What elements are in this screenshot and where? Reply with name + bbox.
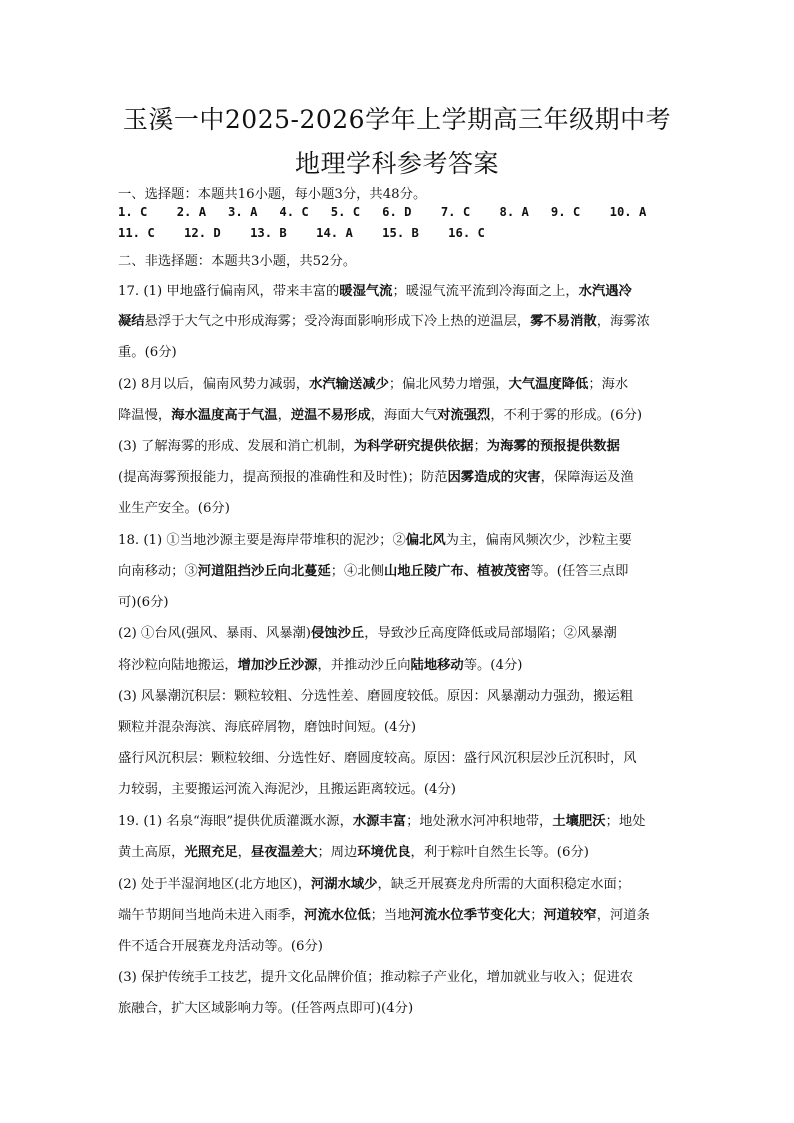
q19-line-6: (3) 保护传统手工技艺，提升文化品牌价值；推动粽子产业化，增加就业与收入；促进农 (118, 970, 634, 985)
q17-line-5: 降温慢，海水温度高于气温，逆温不易形成，海面大气对流强烈，不利于雾的形成。(6分) (118, 408, 643, 423)
q18-line-1: 18. (1) ①当地沙源主要是海岸带堆积的泥沙；②偏北风为主，偏南风频次少，沙粒主要 (118, 533, 632, 548)
mc-answers-row-1: 1. C 2. A 3. A 4. C 5. C 6. D 7. C 8. A 9. C 10. A (118, 205, 647, 219)
page-subtitle: 地理学科参考答案 (294, 149, 499, 178)
q18-line-4: (2) ①台风(强风、暴雨、风暴潮)侵蚀沙丘，导致沙丘高度降低或局部塌陷；②风暴潮 (118, 626, 617, 641)
q17-line-7: (提高海雾预报能力，提高预报的准确性和及时性)；防范因雾造成的灾害，保障海运及渔 (118, 470, 634, 485)
q17-line-3: 重。(6分) (118, 345, 177, 360)
q18-line-8: 盛行风沉积层：颗粒较细、分选性好、磨圆度较高。原因：盛行风沉积层沙丘沉积时，风 (118, 751, 637, 766)
q18-line-3: 可)(6分) (118, 595, 169, 610)
q19-line-4: 端午节期间当地尚未进入雨季，河流水位低；当地河流水位季节变化大；河道较窄，河道条 (118, 908, 650, 923)
q19-line-5: 件不适合开展赛龙舟活动等。(6分) (118, 939, 323, 954)
q19-line-1: 19. (1) 名泉“海眼”提供优质灌溉水源，水源丰富；地处湫水河冲积地带，土壤肥沃；地处 (118, 814, 646, 829)
q18-line-5: 将沙粒向陆地搬运，增加沙丘沙源，并推动沙丘向陆地移动等。(4分) (118, 658, 523, 673)
q18-line-7: 颗粒并混杂海滨、海底碎屑物，磨蚀时间短。(4分) (118, 720, 417, 735)
q18-line-2: 向南移动；③河道阻挡沙丘向北蔓延；④北侧山地丘陵广布、植被茂密等。(任答三点即 (118, 564, 629, 579)
mc-answers-row-2: 11. C 12. D 13. B 14. A 15. B 16. C (118, 226, 485, 240)
page-title: 玉溪一中2025-2026学年上学期高三年级期中考 (122, 105, 672, 134)
q17-line-8: 业生产安全。(6分) (118, 501, 230, 516)
q18-line-9: 力较弱，主要搬运河流入海泥沙，且搬运距离较远。(4分) (118, 782, 456, 797)
section1-heading: 一、选择题：本题共16小题，每小题3分，共48分。 (118, 187, 427, 202)
q17-line-4: (2) 8月以后，偏南风势力减弱，水汽输送减少；偏北风势力增强，大气温度降低；海水 (118, 377, 629, 392)
q18-line-6: (3) 风暴潮沉积层：颗粒较粗、分选性差、磨圆度较低。原因：风暴潮动力强劲，搬运粗 (118, 689, 634, 704)
q17-line-2: 凝结悬浮于大气之中形成海雾；受冷海面影响形成下冷上热的逆温层，雾不易消散，海雾浓 (118, 314, 650, 329)
q19-line-2: 黄土高原，光照充足，昼夜温差大；周边环境优良，利于粽叶自然生长等。(6分) (118, 845, 589, 860)
q19-line-3: (2) 处于半湿润地区(北方地区)，河湖水域少，缺乏开展赛龙舟所需的大面积稳定水面； (118, 877, 631, 892)
section2-heading: 二、非选择题：本题共3小题，共52分。 (118, 254, 357, 269)
q17-line-6: (3) 了解海雾的形成、发展和消亡机制，为科学研究提供依据；为海雾的预报提供数据 (118, 439, 620, 454)
q19-line-7: 旅融合，扩大区域影响力等。(任答两点即可)(4分) (118, 1001, 414, 1016)
q17-line-1: 17. (1) 甲地盛行偏南风，带来丰富的暖湿气流；暖湿气流平流到冷海面之上，水汽遇冷 (118, 284, 632, 299)
